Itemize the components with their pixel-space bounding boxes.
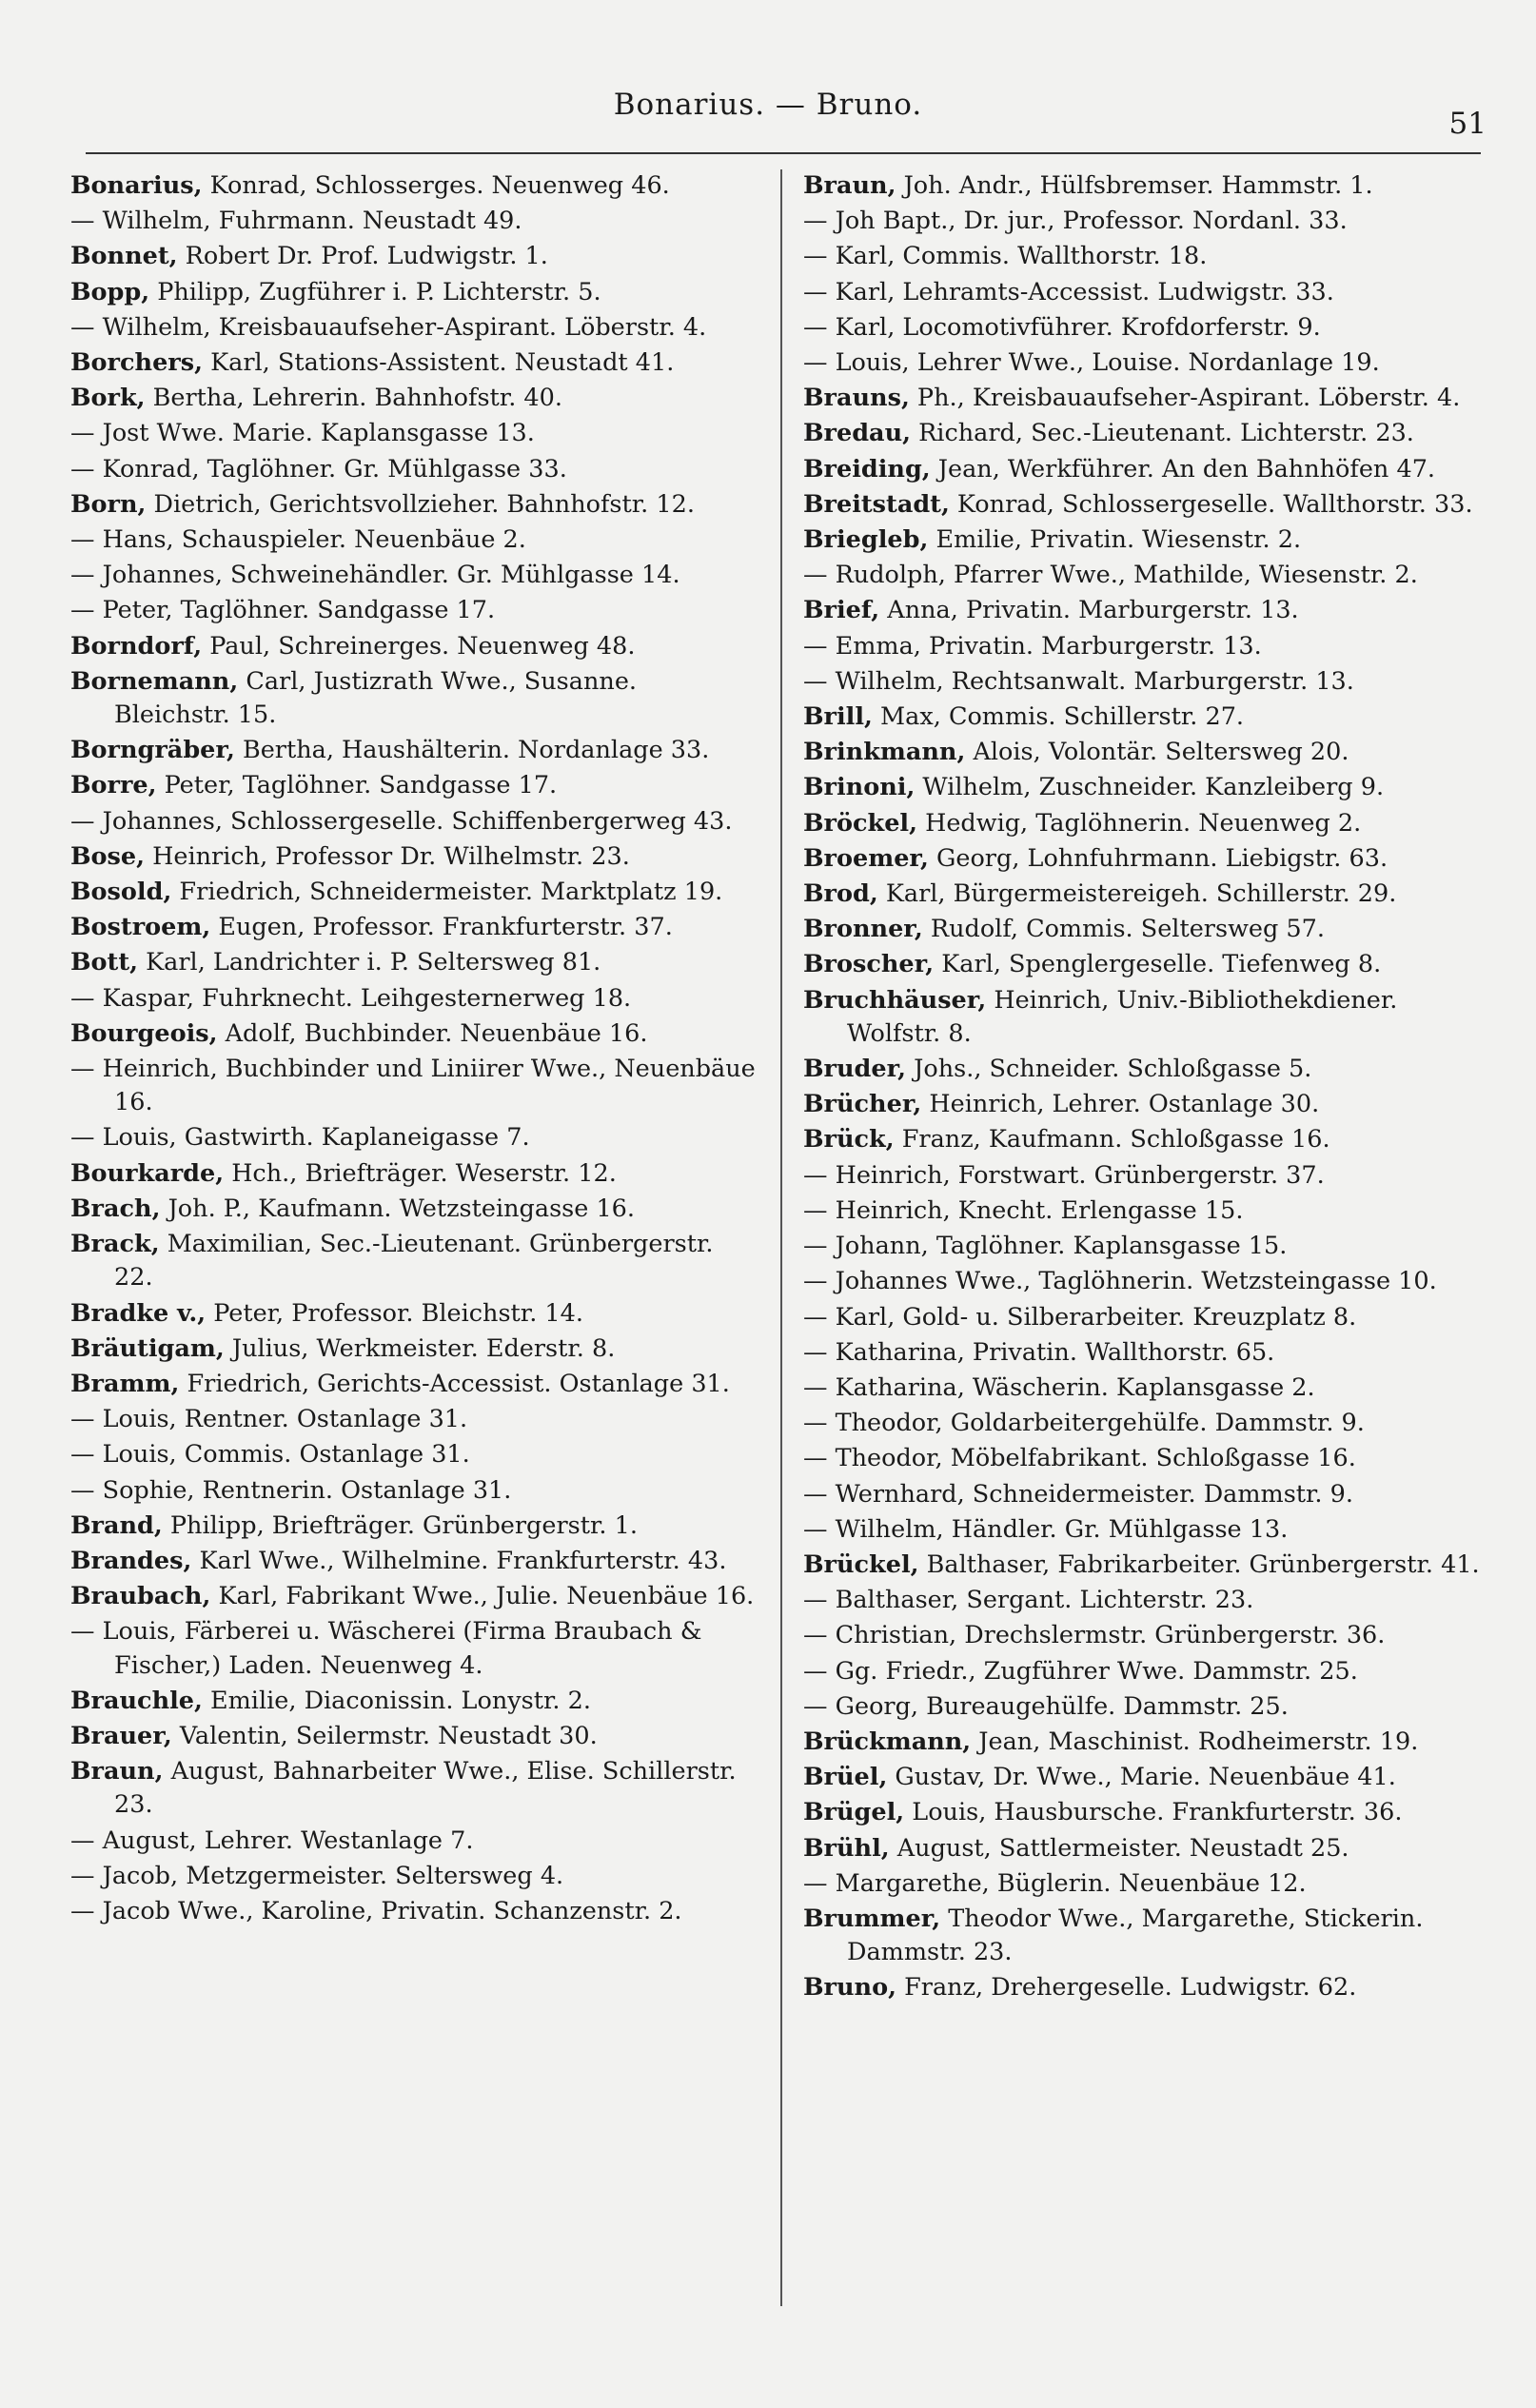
entry-details: — Karl, Commis. Wallthorstr. 18. (803, 242, 1208, 271)
entry-details: — Sophie, Rentnerin. Ostanlage 31. (70, 1475, 512, 1505)
directory-entry (70, 1017, 756, 1051)
entry-surname: Bourgeois, (70, 1018, 218, 1048)
entry-details: August, Bahnarbeiter Wwe., Elise. Schillerstr. 23. (114, 1757, 737, 1820)
running-head: Bonarius. — Bruno. (613, 88, 923, 122)
entry-surname: Borndorf, (70, 631, 203, 661)
entry-details: — Johannes, Schweinehändler. Gr. Mühlgasse 14. (70, 561, 680, 590)
entry-surname: Brauns, (803, 384, 910, 413)
entry-details: Bertha, Haushälterin. Nordanlage 33. (234, 736, 710, 765)
directory-entry (803, 523, 1488, 557)
entry-details: — Jacob Wwe., Karoline, Privatin. Schanzenstr. 2. (70, 1896, 682, 1925)
entry-details: Adolf, Buchbinder. Neuenbäue 16. (217, 1018, 648, 1048)
entry-details: Louis, Hausbursche. Frankfurterstr. 36. (904, 1798, 1403, 1827)
directory-entry (70, 1228, 756, 1294)
entry-details: Bertha, Lehrerin. Bahnhofstr. 40. (145, 384, 562, 413)
entry-surname: Brack, (70, 1230, 160, 1259)
directory-entry (803, 1265, 1488, 1298)
directory-entry (803, 382, 1488, 415)
entry-details: Joh. P., Kaufmann. Wetzsteingasse 16. (160, 1194, 636, 1223)
directory-entry (70, 1685, 756, 1718)
directory-entry (70, 1121, 756, 1155)
entry-surname: Brückmann, (803, 1727, 972, 1756)
entry-surname: Bröckel, (803, 808, 917, 838)
directory-entry (70, 1825, 756, 1858)
entry-details: Franz, Drehergeselle. Ludwigstr. 62. (896, 1973, 1357, 2003)
entry-details: Emilie, Privatin. Wiesenstr. 2. (928, 525, 1302, 555)
entry-details: Robert Dr. Prof. Ludwigstr. 1. (177, 242, 548, 271)
directory-entry (70, 1860, 756, 1893)
right-column (803, 169, 1488, 2007)
entry-surname: Brief, (803, 596, 880, 625)
directory-entry (70, 946, 756, 979)
directory-entry (803, 1726, 1488, 1759)
entry-details: Alois, Volontär. Seltersweg 20. (965, 738, 1349, 767)
directory-entry (70, 559, 756, 592)
entry-details: — Johannes Wwe., Taglöhnerin. Wetzsteingasse 10. (803, 1267, 1437, 1296)
directory-entry (70, 769, 756, 802)
directory-entry (70, 1368, 756, 1401)
directory-entry (803, 1549, 1488, 1582)
entry-details: Gustav, Dr. Wwe., Marie. Neuenbäue 41. (887, 1763, 1396, 1792)
entry-details: Dietrich, Gerichtsvollzieher. Bahnhofstr. 12. (146, 489, 695, 519)
entry-details: Friedrich, Schneidermeister. Marktplatz 19. (171, 878, 723, 907)
entry-details: — Louis, Färberei u. Wäscherei (Firma Braubach & Fischer,) Laden. Neuenweg 4. (70, 1617, 702, 1680)
entry-surname: Bostroem, (70, 913, 211, 942)
directory-entry (803, 1336, 1488, 1370)
entry-surname: Brühl, (803, 1833, 890, 1863)
directory-entry (70, 417, 756, 450)
entry-details: — Louis, Lehrer Wwe., Louise. Nordanlage 19. (803, 348, 1380, 378)
entry-details: Karl, Bürgermeistereigeh. Schillerstr. 29. (877, 879, 1397, 909)
entry-surname: Brill, (803, 702, 873, 732)
entry-details: August, Sattlermeister. Neustadt 25. (889, 1833, 1349, 1863)
entry-details: Jean, Werkführer. An den Bahnhöfen 47. (930, 454, 1436, 484)
directory-entry (803, 1971, 1488, 2004)
entry-surname: Broscher, (803, 950, 935, 979)
directory-entry (803, 1690, 1488, 1724)
entry-surname: Braun, (70, 1757, 164, 1786)
entry-surname: Bruno, (803, 1973, 896, 2003)
entry-surname: Bredau, (803, 419, 911, 448)
entry-details: — Karl, Lehramts-Accessist. Ludwigstr. 33. (803, 277, 1334, 306)
entry-surname: Borre, (70, 771, 157, 800)
entry-surname: Brinkmann, (803, 738, 966, 767)
directory-entry (70, 982, 756, 1016)
entry-details: Hch., Briefträger. Weserstr. 12. (224, 1158, 617, 1188)
entry-details: Richard, Sec.-Lieutenant. Lichterstr. 23. (910, 419, 1414, 448)
entry-details: Julius, Werkmeister. Ederstr. 8. (224, 1333, 616, 1363)
directory-entry (803, 842, 1488, 876)
entry-details: Peter, Professor. Bleichstr. 14. (206, 1298, 583, 1328)
entry-surname: Bonnet, (70, 242, 178, 271)
directory-entry (803, 1619, 1488, 1652)
entry-details: — Konrad, Taglöhner. Gr. Mühlgasse 33. (70, 454, 567, 484)
directory-entry (803, 1903, 1488, 1969)
directory-entry (70, 240, 756, 273)
entry-details: Valentin, Seilermstr. Neustadt 30. (171, 1721, 598, 1750)
entry-details: — Louis, Commis. Ostanlage 31. (70, 1440, 470, 1470)
directory-entry (70, 734, 756, 767)
directory-entry (803, 665, 1488, 699)
directory-entry (803, 1442, 1488, 1475)
entry-surname: Borchers, (70, 348, 203, 378)
entry-surname: Bosold, (70, 878, 172, 907)
entry-details: — Heinrich, Knecht. Erlengasse 15. (803, 1195, 1244, 1225)
directory-entry (803, 346, 1488, 380)
entry-surname: Borngräber, (70, 736, 235, 765)
entry-details: Balthaser, Fabrikarbeiter. Grünbergerstr. 41. (918, 1549, 1480, 1579)
entry-surname: Brinoni, (803, 773, 916, 802)
entry-details: Theodor Wwe., Margarethe, Stickerin. Dammstr. 23. (847, 1904, 1424, 1967)
entry-surname: Braun, (803, 171, 896, 200)
directory-entry (803, 417, 1488, 450)
entry-details: Konrad, Schlosserges. Neuenweg 46. (202, 171, 670, 200)
directory-entry (803, 984, 1488, 1051)
entry-surname: Brach, (70, 1194, 161, 1223)
entry-details: — Georg, Bureaugehülfe. Dammstr. 25. (803, 1691, 1289, 1721)
entry-details: — Wilhelm, Kreisbauaufseher-Aspirant. Löberstr. 4. (70, 312, 707, 342)
entry-details: — Wilhelm, Händler. Gr. Mühlgasse 13. (803, 1514, 1289, 1544)
entry-details: Jean, Maschinist. Rodheimerstr. 19. (971, 1727, 1419, 1756)
directory-entry (70, 1403, 756, 1436)
entry-details: Johs., Schneider. Schloßgasse 5. (906, 1055, 1312, 1084)
directory-entry (803, 736, 1488, 769)
entry-details: Ph., Kreisbauaufseher-Aspirant. Löberstr. 4. (909, 384, 1461, 413)
directory-entry (803, 1513, 1488, 1547)
entry-surname: Bornemann, (70, 666, 239, 696)
entry-surname: Bradke v., (70, 1298, 207, 1328)
entry-details: — Joh Bapt., Dr. jur., Professor. Nordanl. 33. (803, 207, 1348, 236)
page-number: 51 (1448, 107, 1487, 141)
entry-details: — Louis, Rentner. Ostanlage 31. (70, 1405, 468, 1434)
directory-entry (803, 1053, 1488, 1086)
directory-entry (70, 453, 756, 486)
directory-entry (70, 1157, 756, 1191)
directory-entry (803, 169, 1488, 203)
entry-details: Heinrich, Univ.-Bibliothekdiener. Wolfstr. 8. (847, 985, 1398, 1048)
entry-details: — Heinrich, Forstwart. Grünbergerstr. 37. (803, 1160, 1325, 1190)
directory-entry (70, 1545, 756, 1578)
directory-entry (803, 771, 1488, 804)
entry-details: Paul, Schreinerges. Neuenweg 48. (202, 631, 636, 661)
directory-entry (70, 1193, 756, 1226)
directory-entry (70, 1720, 756, 1753)
entry-surname: Bonarius, (70, 171, 203, 200)
entry-details: Emilie, Diaconissin. Lonystr. 2. (202, 1686, 591, 1715)
entry-details: — Johann, Taglöhner. Kaplansgasse 15. (803, 1232, 1288, 1261)
directory-entry (70, 276, 756, 309)
directory-entry (70, 1053, 756, 1119)
header-rule (86, 152, 1481, 154)
directory-entry (803, 913, 1488, 946)
entry-details: — Gg. Friedr., Zugführer Wwe. Dammstr. 25. (803, 1656, 1358, 1686)
directory-entry (803, 276, 1488, 309)
directory-entry (70, 523, 756, 557)
directory-entry (70, 1510, 756, 1543)
entry-details: Karl, Fabrikant Wwe., Julie. Neuenbäue 16. (210, 1582, 755, 1611)
entry-details: — Kaspar, Fuhrknecht. Leihgesternerweg 18. (70, 983, 632, 1013)
entry-surname: Bott, (70, 948, 138, 977)
directory-entry (803, 1761, 1488, 1794)
entry-details: Carl, Justizrath Wwe., Susanne. Bleichstr. 15. (114, 666, 638, 730)
entry-details: Anna, Privatin. Marburgerstr. 13. (879, 596, 1299, 625)
directory-entry (70, 840, 756, 874)
left-column (70, 169, 756, 1930)
directory-entry (803, 1867, 1488, 1901)
entry-details: Peter, Taglöhner. Sandgasse 17. (156, 771, 558, 800)
directory-entry (70, 1474, 756, 1508)
entry-details: Philipp, Zugführer i. P. Lichterstr. 5. (149, 277, 601, 306)
directory-entry (803, 1655, 1488, 1688)
directory-entry (70, 346, 756, 380)
entry-details: — Johannes, Schlossergeselle. Schiffenbergerweg 43. (70, 806, 733, 836)
entry-surname: Breiding, (803, 454, 931, 484)
entry-details: Joh. Andr., Hülfsbremser. Hammstr. 1. (896, 171, 1373, 200)
directory-entry (803, 205, 1488, 238)
entry-details: Hedwig, Taglöhnerin. Neuenweg 2. (916, 808, 1362, 838)
entry-details: Karl, Spenglergeselle. Tiefenweg 8. (934, 950, 1382, 979)
entry-details: — Katharina, Privatin. Wallthorstr. 65. (803, 1337, 1275, 1367)
entry-details: — Louis, Gastwirth. Kaplaneigasse 7. (70, 1123, 530, 1153)
directory-entry (70, 665, 756, 732)
entry-details: Konrad, Schlossergeselle. Wallthorstr. 33. (949, 489, 1473, 519)
directory-entry (803, 559, 1488, 592)
entry-details: — Katharina, Wäscherin. Kaplansgasse 2. (803, 1372, 1315, 1402)
directory-entry (803, 878, 1488, 911)
entry-surname: Bramm, (70, 1369, 180, 1398)
entry-surname: Brügel, (803, 1798, 905, 1827)
entry-details: Friedrich, Gerichts-Accessist. Ostanlage 31. (179, 1369, 730, 1398)
entry-surname: Brand, (70, 1510, 163, 1540)
directory-entry (803, 1123, 1488, 1156)
entry-details: — Karl, Locomotivführer. Krofdorferstr. 9. (803, 312, 1321, 342)
directory-entry (803, 701, 1488, 734)
directory-entry (70, 1438, 756, 1471)
entry-details: Karl, Stations-Assistent. Neustadt 41. (202, 348, 675, 378)
directory-entry (70, 169, 756, 203)
directory-entry (70, 805, 756, 839)
directory-entry (803, 1832, 1488, 1865)
directory-entry (70, 1580, 756, 1613)
entry-surname: Brod, (803, 879, 878, 909)
entry-surname: Broemer, (803, 843, 929, 873)
directory-entry (70, 1895, 756, 1928)
directory-entry (803, 240, 1488, 273)
entry-details: Rudolf, Commis. Seltersweg 57. (922, 915, 1325, 944)
directory-entry (70, 1615, 756, 1682)
entry-details: — Balthaser, Sergant. Lichterstr. 23. (803, 1586, 1254, 1615)
directory-entry (70, 1755, 756, 1822)
entry-surname: Brücher, (803, 1090, 922, 1119)
directory-entry (803, 1372, 1488, 1405)
entry-surname: Bourkarde, (70, 1158, 225, 1188)
entry-details: Wilhelm, Zuschneider. Kanzleiberg 9. (915, 773, 1385, 802)
entry-details: — Jacob, Metzgermeister. Seltersweg 4. (70, 1861, 564, 1890)
entry-details: Georg, Lohnfuhrmann. Liebigstr. 63. (928, 843, 1388, 873)
entry-surname: Brandes, (70, 1546, 192, 1575)
directory-entry (70, 1297, 756, 1331)
directory-entry (803, 1230, 1488, 1263)
entry-surname: Brüel, (803, 1763, 888, 1792)
directory-entry (803, 453, 1488, 486)
entry-surname: Bruder, (803, 1055, 907, 1084)
directory-entry (70, 911, 756, 944)
entry-details: Maximilian, Sec.-Lieutenant. Grünbergerstr. 22. (114, 1230, 714, 1293)
entry-details: — Margarethe, Büglerin. Neuenbäue 12. (803, 1868, 1307, 1898)
directory-entry (803, 1159, 1488, 1193)
entry-surname: Bronner, (803, 915, 923, 944)
directory-entry (70, 876, 756, 909)
entry-details: — August, Lehrer. Westanlage 7. (70, 1826, 474, 1855)
entry-surname: Brauchle, (70, 1686, 203, 1715)
entry-details: — Theodor, Goldarbeitergehülfe. Dammstr. 9. (803, 1409, 1365, 1438)
entry-surname: Briegleb, (803, 525, 929, 555)
entry-surname: Brück, (803, 1125, 895, 1155)
column-divider (780, 169, 782, 2306)
entry-surname: Braubach, (70, 1582, 211, 1611)
entry-details: — Heinrich, Buchbinder und Liniirer Wwe., Neuenbäue 16. (70, 1055, 756, 1117)
directory-entry (803, 1407, 1488, 1440)
entry-surname: Brückel, (803, 1549, 919, 1579)
entry-details: — Wilhelm, Rechtsanwalt. Marburgerstr. 13. (803, 666, 1354, 696)
entry-surname: Bräutigam, (70, 1333, 225, 1363)
directory-entry (803, 1194, 1488, 1228)
directory-entry (803, 311, 1488, 345)
entry-details: — Emma, Privatin. Marburgerstr. 13. (803, 631, 1262, 661)
entry-surname: Bopp, (70, 277, 150, 306)
entry-surname: Bruchhäuser, (803, 985, 987, 1015)
entry-details: Karl, Landrichter i. P. Seltersweg 81. (138, 948, 601, 977)
entry-details: Franz, Kaufmann. Schloßgasse 16. (894, 1125, 1330, 1155)
entry-details: — Jost Wwe. Marie. Kaplansgasse 13. (70, 419, 535, 448)
entry-details: — Hans, Schauspieler. Neuenbäue 2. (70, 525, 526, 555)
entry-details: — Wilhelm, Fuhrmann. Neustadt 49. (70, 207, 522, 236)
directory-entry (70, 594, 756, 627)
entry-details: — Wernhard, Schneidermeister. Dammstr. 9. (803, 1479, 1353, 1509)
directory-entry (803, 594, 1488, 627)
directory-entry (70, 382, 756, 415)
entry-details: — Theodor, Möbelfabrikant. Schloßgasse 16. (803, 1444, 1356, 1473)
directory-entry (70, 488, 756, 522)
entry-surname: Brauer, (70, 1721, 172, 1750)
entry-details: Philipp, Briefträger. Grünbergerstr. 1. (162, 1510, 638, 1540)
entry-details: — Rudolph, Pfarrer Wwe., Mathilde, Wiesenstr. 2. (803, 561, 1418, 590)
directory-entry (803, 948, 1488, 981)
entry-details: Heinrich, Professor Dr. Wilhelmstr. 23. (145, 841, 630, 871)
directory-entry (803, 1584, 1488, 1617)
directory-entry (70, 630, 756, 663)
directory-entry (803, 1088, 1488, 1121)
entry-surname: Bose, (70, 841, 146, 871)
directory-entry (70, 205, 756, 238)
directory-entry (803, 1478, 1488, 1511)
directory-entry (803, 1796, 1488, 1829)
entry-surname: Born, (70, 489, 147, 519)
entry-details: Karl Wwe., Wilhelmine. Frankfurterstr. 43. (191, 1546, 727, 1575)
entry-details: Heinrich, Lehrer. Ostanlage 30. (921, 1090, 1320, 1119)
directory-entry (803, 630, 1488, 663)
entry-surname: Bork, (70, 384, 146, 413)
directory-entry (70, 1332, 756, 1366)
entry-details: — Peter, Taglöhner. Sandgasse 17. (70, 596, 496, 625)
directory-entry (803, 1301, 1488, 1334)
directory-entry (803, 488, 1488, 522)
entry-details: — Karl, Gold- u. Silberarbeiter. Kreuzplatz 8. (803, 1302, 1357, 1332)
entry-details: — Christian, Drechslermstr. Grünbergerstr. 36. (803, 1621, 1386, 1650)
entry-surname: Brummer, (803, 1904, 941, 1933)
directory-entry (70, 311, 756, 345)
entry-details: Eugen, Professor. Frankfurterstr. 37. (210, 913, 673, 942)
entry-details: Max, Commis. Schillerstr. 27. (872, 702, 1245, 732)
directory-entry (803, 807, 1488, 840)
entry-surname: Breitstadt, (803, 489, 950, 519)
